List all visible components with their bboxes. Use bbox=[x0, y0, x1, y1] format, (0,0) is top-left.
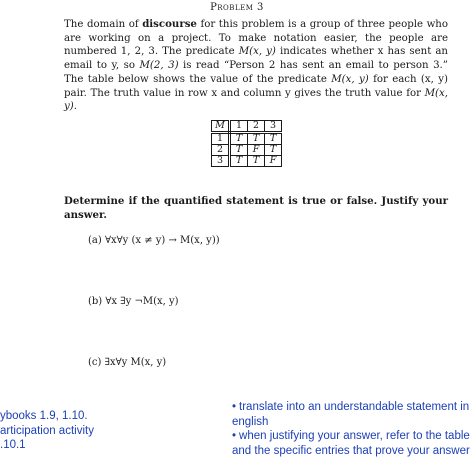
instruction-bullet-1 bbox=[232, 400, 474, 429]
table-row-header: 1 bbox=[212, 133, 230, 145]
table-cell: F bbox=[265, 156, 282, 167]
intro-text-6: . bbox=[73, 101, 77, 113]
bullet-icon: • bbox=[232, 401, 237, 413]
instruction-text: translate into an understandable statement in english bbox=[232, 401, 470, 428]
statement-c: (c) ∃x∀y M(x, y) bbox=[88, 357, 167, 368]
statement-a: (a) ∀x∀y (x ≠ y) → M(x, y)) bbox=[88, 235, 220, 246]
table-cell: F bbox=[248, 145, 265, 156]
statement-b: (b) ∀x ∃y ¬M(x, y) bbox=[88, 296, 179, 307]
intro-bold-discourse: discourse bbox=[142, 18, 197, 30]
intro-predicate-3: M(x, y) bbox=[331, 73, 369, 85]
question-prompt: Determine if the quantified statement is true or false. Justify your answer. bbox=[64, 195, 448, 221]
table-row bbox=[212, 145, 282, 156]
bullet-icon: • bbox=[232, 430, 237, 443]
problem-intro bbox=[64, 18, 448, 114]
instruction-text: when justifying your answer, refer to the table and the specific entries that prove your answer bbox=[232, 430, 470, 458]
note-line: articipation activity bbox=[0, 424, 94, 437]
table-row bbox=[212, 156, 282, 167]
instructions-note bbox=[232, 400, 474, 459]
instruction-bullet-2 bbox=[232, 429, 474, 458]
intro-predicate-1: M(x, y) bbox=[238, 46, 276, 58]
intro-predicate-4: M(x, y) bbox=[64, 87, 448, 113]
table-cell: T bbox=[230, 156, 248, 167]
intro-text-1: The domain of bbox=[64, 19, 143, 30]
note-line: ybooks 1.9, 1.10. bbox=[0, 410, 88, 422]
table-row-header: 2 bbox=[212, 145, 230, 156]
truth-table bbox=[211, 120, 282, 167]
reading-reference-note bbox=[0, 409, 150, 453]
table-cell: T bbox=[265, 133, 282, 145]
table-row bbox=[212, 133, 282, 145]
table-cell: T bbox=[248, 156, 265, 167]
table-cell: T bbox=[230, 133, 248, 145]
problem-heading: Problem 3 bbox=[210, 2, 264, 13]
table-col-header: 2 bbox=[248, 121, 265, 133]
table-cell: T bbox=[230, 145, 248, 156]
intro-text-2: for this problem is a group of three people who are working on a project. To make notation easier, the people are numbered 1, 2, 3. The predicate bbox=[64, 19, 448, 58]
table-cell: T bbox=[248, 133, 265, 145]
table-header-row bbox=[212, 121, 282, 133]
table-corner: M bbox=[212, 121, 230, 133]
table-col-header: 1 bbox=[230, 121, 248, 133]
table-col-header: 3 bbox=[265, 121, 282, 133]
intro-text-3: indicates whether x has sent an email to y, so bbox=[64, 46, 448, 72]
intro-predicate-2: M(2, 3) bbox=[139, 60, 179, 72]
intro-text-4: is read “Person 2 has sent an email to person 3.” The table below shows the value of the predicate bbox=[64, 60, 448, 85]
table-cell: T bbox=[265, 145, 282, 156]
table-row-header: 3 bbox=[212, 156, 230, 167]
intro-text-5: for each (x, y) pair. The truth value in row x and column y gives the truth value for bbox=[64, 73, 448, 99]
note-line: .10.1 bbox=[0, 439, 26, 452]
